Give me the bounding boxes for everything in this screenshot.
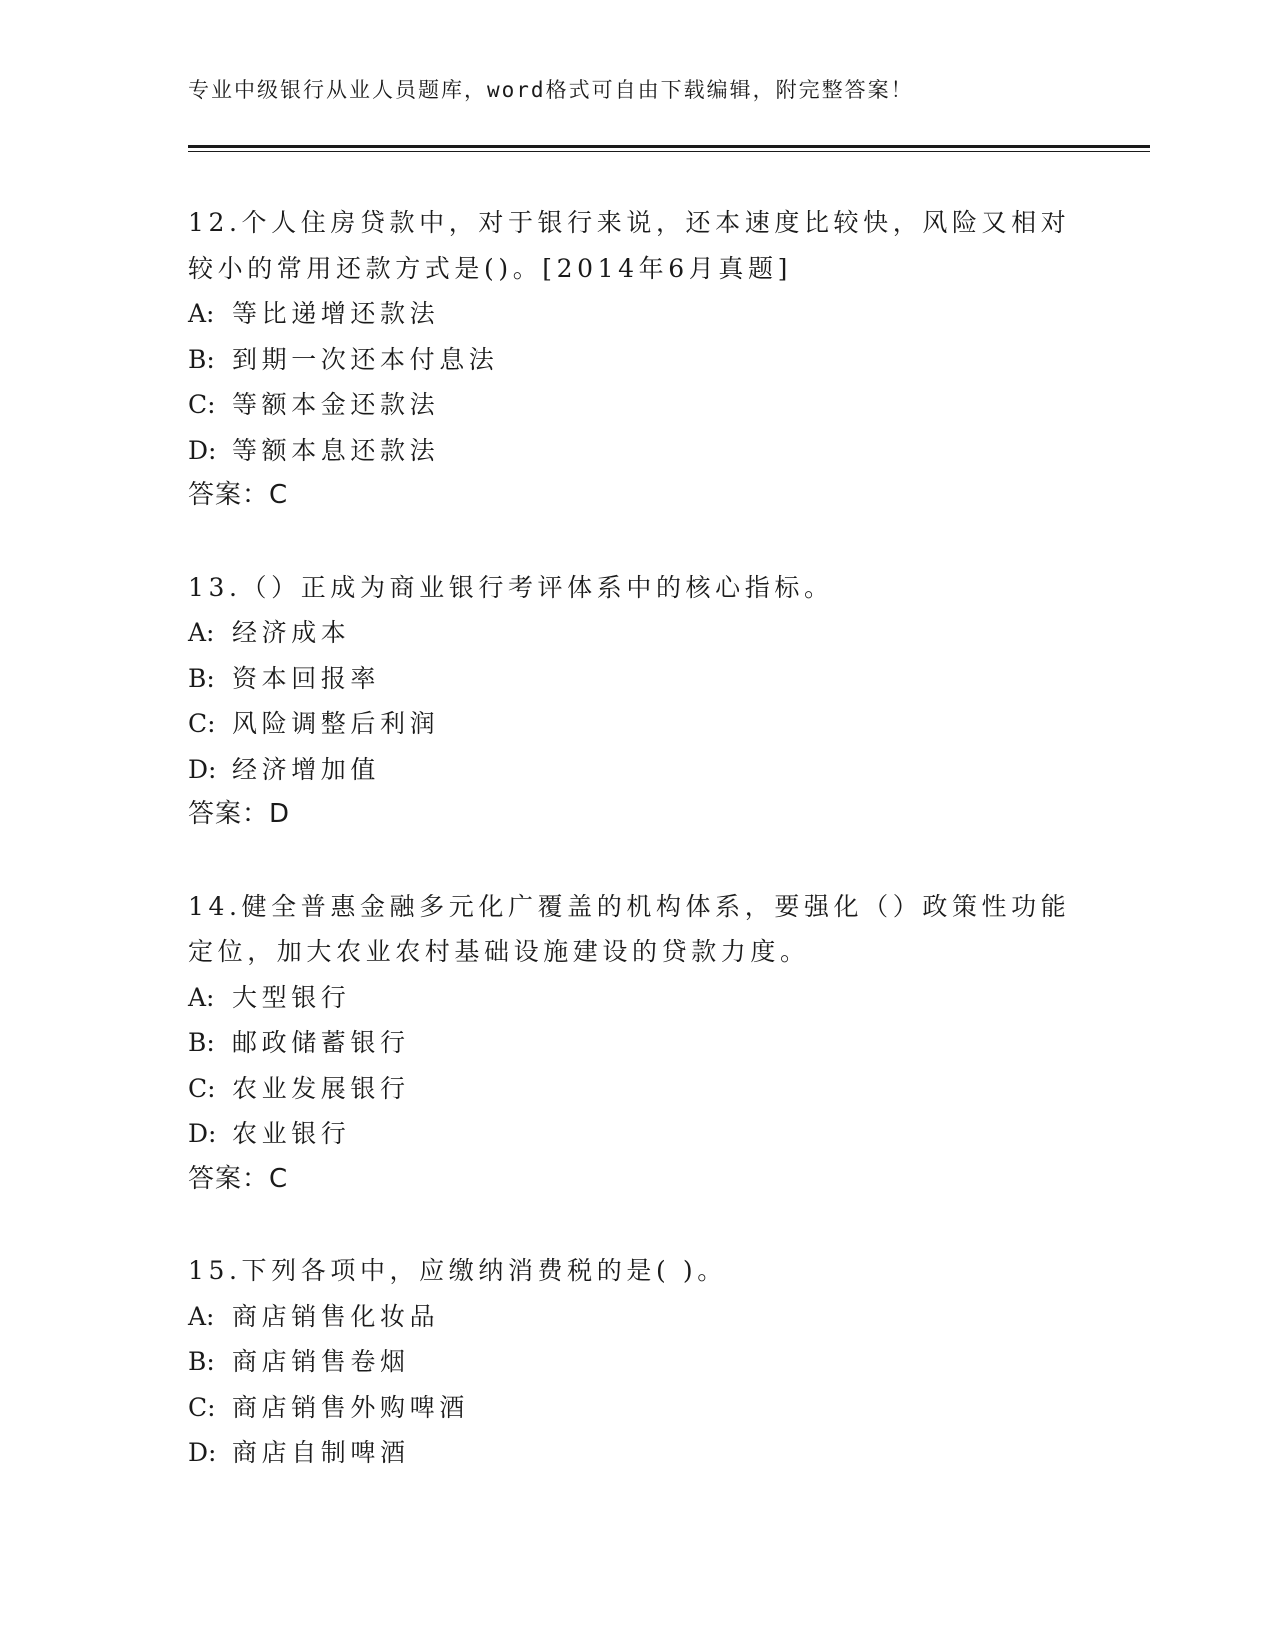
option-text: 等额本金还款法 — [232, 390, 440, 419]
option-text: 商店销售化妆品 — [232, 1301, 440, 1331]
option-b — [188, 1339, 1088, 1385]
option-d — [188, 428, 1088, 474]
option-letter: C: — [188, 390, 216, 419]
option-letter: B: — [188, 663, 215, 693]
answer-line: 答案：C — [188, 480, 289, 510]
option-letter: A: — [188, 982, 215, 1012]
header-rule-thick — [188, 145, 1150, 148]
option-letter: D: — [188, 435, 217, 465]
option-a — [188, 291, 1088, 337]
option-a — [188, 610, 1088, 656]
option-letter: D: — [188, 754, 217, 784]
question-stem: 13.（）正成为商业银行考评体系中的核心指标。 — [188, 572, 834, 602]
option-text: 商店销售外购啤酒 — [232, 1392, 469, 1422]
question-12 — [188, 200, 1088, 519]
option-letter: B: — [188, 344, 215, 374]
option-text: 农业银行 — [232, 1119, 351, 1148]
option-text: 邮政储蓄银行 — [232, 1028, 410, 1057]
option-c — [188, 382, 1088, 428]
option-letter: B: — [188, 1028, 215, 1057]
option-text: 风险调整后利润 — [232, 709, 440, 738]
option-letter: B: — [188, 1347, 215, 1376]
option-text: 到期一次还本付息法 — [232, 344, 499, 374]
option-letter: D: — [188, 1438, 217, 1467]
option-letter: C: — [188, 709, 216, 738]
question-stem: 15.下列各项中，应缴纳消费税的是( )。 — [188, 1256, 727, 1285]
option-text: 大型银行 — [232, 982, 351, 1012]
option-letter: C: — [188, 1073, 216, 1103]
option-letter: D: — [188, 1119, 217, 1148]
option-b — [188, 337, 1088, 383]
option-a — [188, 1294, 1088, 1340]
option-c — [188, 701, 1088, 747]
option-text: 等额本息还款法 — [232, 435, 440, 465]
option-d — [188, 1430, 1088, 1476]
answer-line: 答案：D — [188, 799, 291, 829]
option-b — [188, 656, 1088, 702]
option-text: 经济增加值 — [232, 754, 381, 784]
option-letter: A: — [188, 299, 215, 328]
option-a — [188, 975, 1088, 1021]
option-letter: C: — [188, 1392, 216, 1422]
option-b — [188, 1020, 1088, 1066]
option-text: 商店销售卷烟 — [232, 1347, 410, 1376]
option-text: 等比递增还款法 — [232, 299, 440, 328]
option-c — [188, 1066, 1088, 1112]
option-text: 经济成本 — [232, 618, 351, 647]
option-letter: A: — [188, 1301, 215, 1331]
option-text: 农业发展银行 — [232, 1073, 410, 1103]
question-14 — [188, 884, 1088, 1203]
option-d — [188, 1111, 1088, 1157]
option-letter: A: — [188, 618, 215, 647]
option-c — [188, 1385, 1088, 1431]
question-15 — [188, 1248, 1088, 1476]
option-text: 商店自制啤酒 — [232, 1438, 410, 1467]
answer-line: 答案：C — [188, 1163, 289, 1194]
question-stem: 14.健全普惠金融多元化广覆盖的机构体系，要强化（）政策性功能定位，加大农业农村基础设施建设的贷款力度。 — [188, 891, 1071, 966]
option-d — [188, 747, 1088, 793]
question-stem: 12.个人住房贷款中，对于银行来说，还本速度比较快，风险又相对较小的常用还款方式是()。[2014年6月真题] — [188, 208, 1071, 283]
option-text: 资本回报率 — [232, 663, 381, 693]
header-rule-thin — [188, 151, 1150, 152]
question-list — [188, 200, 1088, 1522]
page-header: 专业中级银行从业人员题库，word格式可自由下载编辑，附完整答案！ — [188, 78, 914, 102]
question-13 — [188, 565, 1088, 838]
